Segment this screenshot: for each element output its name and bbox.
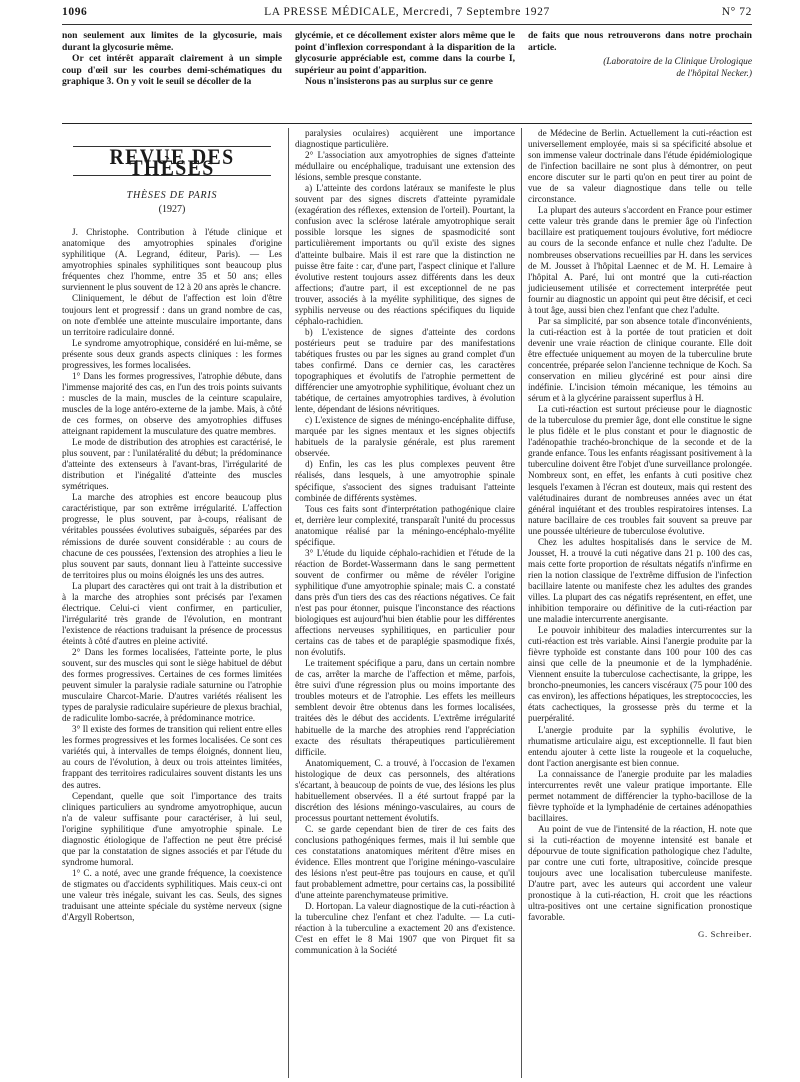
paragraph: de Médecine de Berlin. Actuellement la cuti-réaction est universellement employée, mais si sa spécificité absolue et son immense valeur doctrinale dans l'étude épidémiologique de l'infection bacillaire ne sont plus à démontrer, on peut encore discuter sur le parti qu'on en peut tirer au point de vue de sa valeur diagnostique dans telle ou telle circonstance. [528, 128, 752, 205]
paragraph: La cuti-réaction est surtout précieuse pour le diagnostic de la tuberculose du premier âge, dont elle constitue le signe le plus fidèle et le plus constant et pour le diagnostic de l'adénopathie trachéo-bronchique de la seconde et de la grande enfance. Tous les enfants réagissant positivement à la tuberculine doivent être l'objet d'une surveillance prolongée. Nombreux sont, en effet, les enfants à cuti positive chez lesquels l'examen à l'écran est douteux, mais qui restent des valétudinaires durant de nombreuses années avec un état général inquiétant et des troubles respiratoires intenses. La nature bacillaire de ces troubles fait souvent sa preuve par une poussée ultérieure de tuberculose évolutive. [528, 404, 752, 536]
section-year: (1927) [158, 204, 186, 216]
top-column-3 [528, 30, 752, 80]
paragraph: La connaissance de l'anergie produite par les maladies intercurrentes revêt une valeur pratique importante. Elle permet notamment de différencier la typho-bacillose de la fièvre typhoïde et la lymphadénie de certaines adénopathies bacillaires. [528, 768, 752, 823]
column-2 [295, 128, 515, 957]
header-rule [62, 24, 752, 25]
journal-title: LA PRESSE MÉDICALE, Mercredi, 7 Septembre 1927 [264, 6, 550, 18]
paragraph: b) L'existence de signes d'atteinte des cordons postérieurs peut se traduire par des manifestations tabétiques frustes ou par les signes au grand complet d'un tabes confirmé. Dans ce dernier cas, les caractères topographiques et évolutifs de l'atrophie permettent de différencier une amyotrophie syphilitique, évoluant chez un tabétique, de certaines amyotrophies tardives, à évolution lente, dépendant de lésions névritiques. [295, 326, 515, 415]
section-heading: REVUE DES THÈSES [73, 146, 271, 176]
paragraph: Au point de vue de l'intensité de la réaction, H. note que si la cuti-réaction de moyenne intensité est banale et dépourvue de toute signification pathologique chez l'adulte, par contre une cuti forte, ultrapositive, coïncide presque toujours avec une localisation tuberculeuse manifeste. D'autre part, avec les auteurs qui accordent une valeur pronostique à la cuti-réaction, H. croit que les réactions ultra-positives ont une certaine signification pronostique favorable. [528, 823, 752, 923]
paragraph: Nous n'insisterons pas au surplus sur ce genre [305, 76, 493, 88]
paragraph: Le mode de distribution des atrophies est caractérisé, le plus souvent, par : l'unilatéralité du début; la prédominance d'atteinte des extenseurs à l'avant-bras, l'irrégularité de distribution et l'inégalité d'atteinte des muscles symétriques. [62, 437, 282, 492]
paragraph: Le traitement spécifique a paru, dans un certain nombre de cas, arrêter la marche de l'affection et même, parfois, être suivi d'une régression plus ou moins importante des troubles moteurs et de l'atrophie. Les effets les meilleurs semblent devoir être obtenus dans les formes localisées, traitées dès le début des accidents. L'extrême irrégularité habituelle de la marche des atrophies rend l'appréciation exacte des résultats thérapeutiques particulièrement difficile. [295, 658, 515, 757]
paragraph: L'anergie produite par la syphilis évolutive, le rhumatisme articulaire aigu, est exceptionnelle. Il faut bien entendu ajouter à cette liste la rougeole et la coqueluche, dont l'action anergisante est bien connue. [528, 724, 752, 768]
column-divider [288, 128, 289, 1078]
paragraph: a) L'atteinte des cordons latéraux se manifeste le plus souvent par des signes discrets d'atteinte pyramidale (exagération des réflexes, extension de l'orteil). Pourtant, la confusion avec la sclérose latérale amyotrophique serait possible lorsque les signes de spasmodicité sont particulièrement importants ou qu'il existe des signes d'atteinte bulbaire. Mais il est rare que la distinction ne puisse être faite : car, d'une part, l'aspect clinique et l'allure évolutive restent toujours assez différents dans les deux affections; d'autre part, il est exceptionnel de ne pas trouver, associés à la myélite syphilitique, des signes de syphilis nerveuse ou des réactions spécifiques du liquide céphalo-rachidien. [295, 183, 515, 326]
reviewer-signature: G. Schreiber. [698, 929, 752, 940]
paragraph: glycémie, et ce décollement exister alors même que le point d'inflexion correspondant à la disparition de la glycosurie appréciable est, comme dans la courbe I, supérieur au point d'apparition. [295, 30, 515, 76]
top-column-2 [295, 30, 515, 88]
thesis-review-section [62, 128, 752, 1078]
paragraph: non seulement aux limites de la glycosurie, mais durant la glycosurie même. [62, 30, 282, 53]
paragraph: Anatomiquement, C. a trouvé, à l'occasion de l'examen histologique de deux cas personnels, des altérations s'écartant, à beaucoup de points de vue, des lésions les plus habituellement observées. Il a été surtout frappé par la discrétion des lésions méningo-vasculaires, au cours de processus pourtant nettement évolutifs. [295, 757, 515, 823]
paragraph: 3° Il existe des formes de transition qui relient entre elles les formes progressives et les formes localisées. Ce sont ces variétés qui, à intervalles de temps éloignés, donnent lieu, au cours de l'évolution, à deux ou trois atteintes limitées, frappant des territoires radiculaires souvent distants les uns des autres. [62, 724, 282, 790]
paragraph: J. Christophe. Contribution à l'étude clinique et anatomique des amyotrophies spinales d'origine syphilitique (A. Legrand, éditeur, Paris). — Les amyotrophies spinales syphilitiques sont beaucoup plus fréquentes chez l'homme, entre 35 et 50 ans; elles surviennent le plus souvent de 12 à 20 ans après le chancre. [62, 227, 282, 293]
column-divider [521, 128, 522, 1078]
paragraph: Cependant, quelle que soit l'importance des traits cliniques particuliers au syndrome amyotrophique, aucun n'a de valeur suffisante pour caractériser, à lui seul, l'origine syphilitique d'une amyotrophie spinale. Le diagnostic étiologique de l'affection ne peut être précisé que par la constatation de signes associés et par l'étude du syndrome humoral. [62, 790, 282, 867]
page-header [62, 6, 752, 24]
paragraph: La plupart des caractères qui ont trait à la distribution et à la marche des atrophies sont précisés par l'examen électrique. Celui-ci vient confirmer, en particulier, l'irrégularité très grande de l'évolution, en montrant l'existence de réactions traduisant la présence de processus éteints à côté d'autres en pleine activité. [62, 580, 282, 646]
paragraph: Le syndrome amyotrophique, considéré en lui-même, se présente sous deux grands aspects cliniques : les formes progressives, les formes localisées. [62, 337, 282, 370]
paragraph: Le pouvoir inhibiteur des maladies intercurrentes sur la cuti-réaction est très variable. Ainsi l'anergie produite par la fièvre typhoïde est constante dans 100 pour 100 des cas ainsi que celle de la pneumonie et de la lymphadénie. Viennent ensuite la tuberculose cachectisante, la grippe, les broncho-pneumonies, les cancers viscéraux (75 pour 100 des cas environ), les affections hépatiques, les streptococcies, les états cachectiques, la grossesse près du terme et la puerpéralité. [528, 625, 753, 724]
paragraph: 3° L'étude du liquide céphalo-rachidien et l'étude de la réaction de Bordet-Wassermann dans le sang permettent souvent de confirmer ou même de révéler l'origine syphilitique d'une amyotrophie spinale; mais C. a constaté dans près d'un tiers des cas des réactions négatives. Ce fait n'est pas pour étonner, puisque l'inconstance des réactions biologiques est aujourd'hui bien établie pour les différentes affections nerveuses syphilitiques, en particulier pour certains cas de tabes et de paraplégie spasmodique fixés, non évolutifs. [295, 547, 515, 658]
paragraph: c) L'existence de signes de méningo-encéphalite diffuse, marquée par les signes mentaux et les signes objectifs habituels de la paralysie générale, est plus rarement observée. [295, 415, 515, 459]
paragraph: Cliniquement, le début de l'affection est loin d'être toujours lent et progressif : dans un grand nombre de cas, on note d'emblée une atteinte musculaire importante, dans un territoire radiculaire donné. [62, 293, 282, 337]
column-3 [528, 128, 752, 940]
paragraph: 2° Dans les formes localisées, l'atteinte porte, le plus souvent, sur des muscles qui sont le siège habituel de début des formes progressives. Certaines de ces formes limitées peuvent simuler la paralysie radiale saturnine ou l'atrophie musculaire Charcot-Marie. D'autres variétés réalisent les types de paralysie radiculaire supérieure de plexus brachial, de radiculite lombo-sacrée, à prédominance motrice. [62, 646, 282, 724]
paragraph: Par sa simplicité, par son absence totale d'inconvénients, la cuti-réaction est à la portée de tout praticien et doit devenir une vraie réaction de clinique courante. Elle doit être effectuée uniquement au moyen de la tuberculine brute concentrée, préparée selon l'ancienne technique de Koch. Sa conservation en milieu glycériné est pour ainsi dire indéfinie. L'incision témoin mécanique, les témoins au sérum et à la glycérine paraissent superflus à H. [528, 315, 752, 404]
paragraph: 1° Dans les formes progressives, l'atrophie débute, dans l'immense majorité des cas, en l'un des trois points suivants : muscles de la main, muscles de la ceinture scapulaire, muscles de la loge antéro-externe de la jambe. Mais, à côté de ces formes, on observe des amyotrophies diffuses atteignant rapidement la musculature des quatre membres. [62, 370, 282, 437]
credit-line: de l'hôpital Necker.) [676, 68, 752, 79]
previous-article-end [62, 30, 752, 130]
page-number: 1096 [62, 6, 88, 18]
credit-line: (Laboratoire de la Clinique Urologique [603, 57, 752, 68]
paragraph: 2° L'association aux amyotrophies de signes d'atteinte médullaire ou encéphalique, traduisant une extension des lésions, semble presque constante. [295, 150, 515, 183]
issue-number: N° 72 [721, 6, 752, 18]
paragraph: de faits que nous retrouverons dans notre prochain article. [528, 30, 752, 53]
paragraph: Chez les adultes hospitalisés dans le service de M. Jousset, H. a trouvé la cuti négative dans 21 p. 100 des cas, mais cette forte proportion de résultats négatifs n'infirme en rien la notion classique de l'extrême diffusion de l'infection bacillaire latente ou manifeste chez les adultes des grandes villes. La plupart des cas négatifs représentent, en effet, une inhibition temporaire ou définitive de la cuti-réaction par une maladie intercurrente anergisante. [528, 536, 752, 625]
laboratory-credit [528, 57, 752, 80]
paragraph: C. se garde cependant bien de tirer de ces faits des conclusions pathogéniques fermes, mais il lui semble que ces constatations anatomiques méritent d'être mises en évidence. Elles montrent que l'origine méningo-vasculaire des lésions n'est peut-être pas toujours en cause, et qu'il faut probablement admettre, pour certains cas, la possibilité d'une atteinte parenchymateuse primitive. [295, 823, 515, 901]
column-1 [62, 128, 282, 923]
top-column-1 [62, 30, 282, 88]
paragraph: La marche des atrophies est encore beaucoup plus caractéristique, par son extrême irrégularité. L'affection progresse, le plus souvent, par à-coups, réalisant de véritables poussées évolutives subaiguës, séparées par des rémissions de durée souvent considérable : au cours de chacune de ces poussées, l'extension des atrophies a lieu le plus souvent par sauts, donnant lieu à l'atteinte successive de territoires plus ou moins éloignés les uns des autres. [62, 492, 282, 580]
section-subheading: THÈSES DE PARIS [126, 190, 218, 202]
section-rule [62, 123, 752, 124]
paragraph: 1° C. a noté, avec une grande fréquence, la coexistence de stigmates ou d'accidents syphilitiques. Mais ceux-ci ont une valeur très inégale, suivant les cas. Seuls, des signes traduisant une atteinte spéciale du système nerveux (signe d'Argyll Robertson, [62, 867, 282, 923]
paragraph: Tous ces faits sont d'interprétation pathogénique claire et, derrière leur complexité, transparaît l'unité du processus anatomique réalisé par la méningo-encéphalo-myélite spécifique. [295, 503, 515, 547]
paragraph: D. Hortopan. La valeur diagnostique de la cuti-réaction à la tuberculine chez l'enfant et chez l'adulte. — La cuti-réaction à la tuberculine a exactement 20 ans d'existence. C'est en effet le 8 Mai 1907 que von Pirquet fit sa communication à la Société [295, 901, 515, 956]
paragraph: Or cet intérêt apparaît clairement à un simple coup d'œil sur les courbes demi-schématiques du graphique 3. On y voit le seuil se décoller de la [62, 53, 282, 88]
paragraph: paralysies oculaires) acquièrent une importance diagnostique particulière. [295, 128, 515, 150]
paragraph: d) Enfin, les cas les plus complexes peuvent être réalisés, dans lesquels, à une amyotrophie spinale spécifique, s'associent des signes traduisant l'atteinte combinée de différents systèmes. [295, 459, 515, 503]
paragraph: La plupart des auteurs s'accordent en France pour estimer cette valeur très grande dans le premier âge où l'infection bacillaire est pratiquement toujours évolutive, fort médiocre au cours de la seconde enfance et nulle chez l'adulte. De nombreuses observations recueillies par H. dans les services de M. Jousset à l'hôpital Laennec et de M. H. Lemaire à l'hôpital A. Paré, lui ont montré que la cuti-réaction judicieusement utilisée et correctement interprétée peut fournir au diagnostic un appoint qui peut être décisif, et ceci à tout âge, aussi bien chez l'enfant que chez l'adulte. [528, 205, 752, 315]
